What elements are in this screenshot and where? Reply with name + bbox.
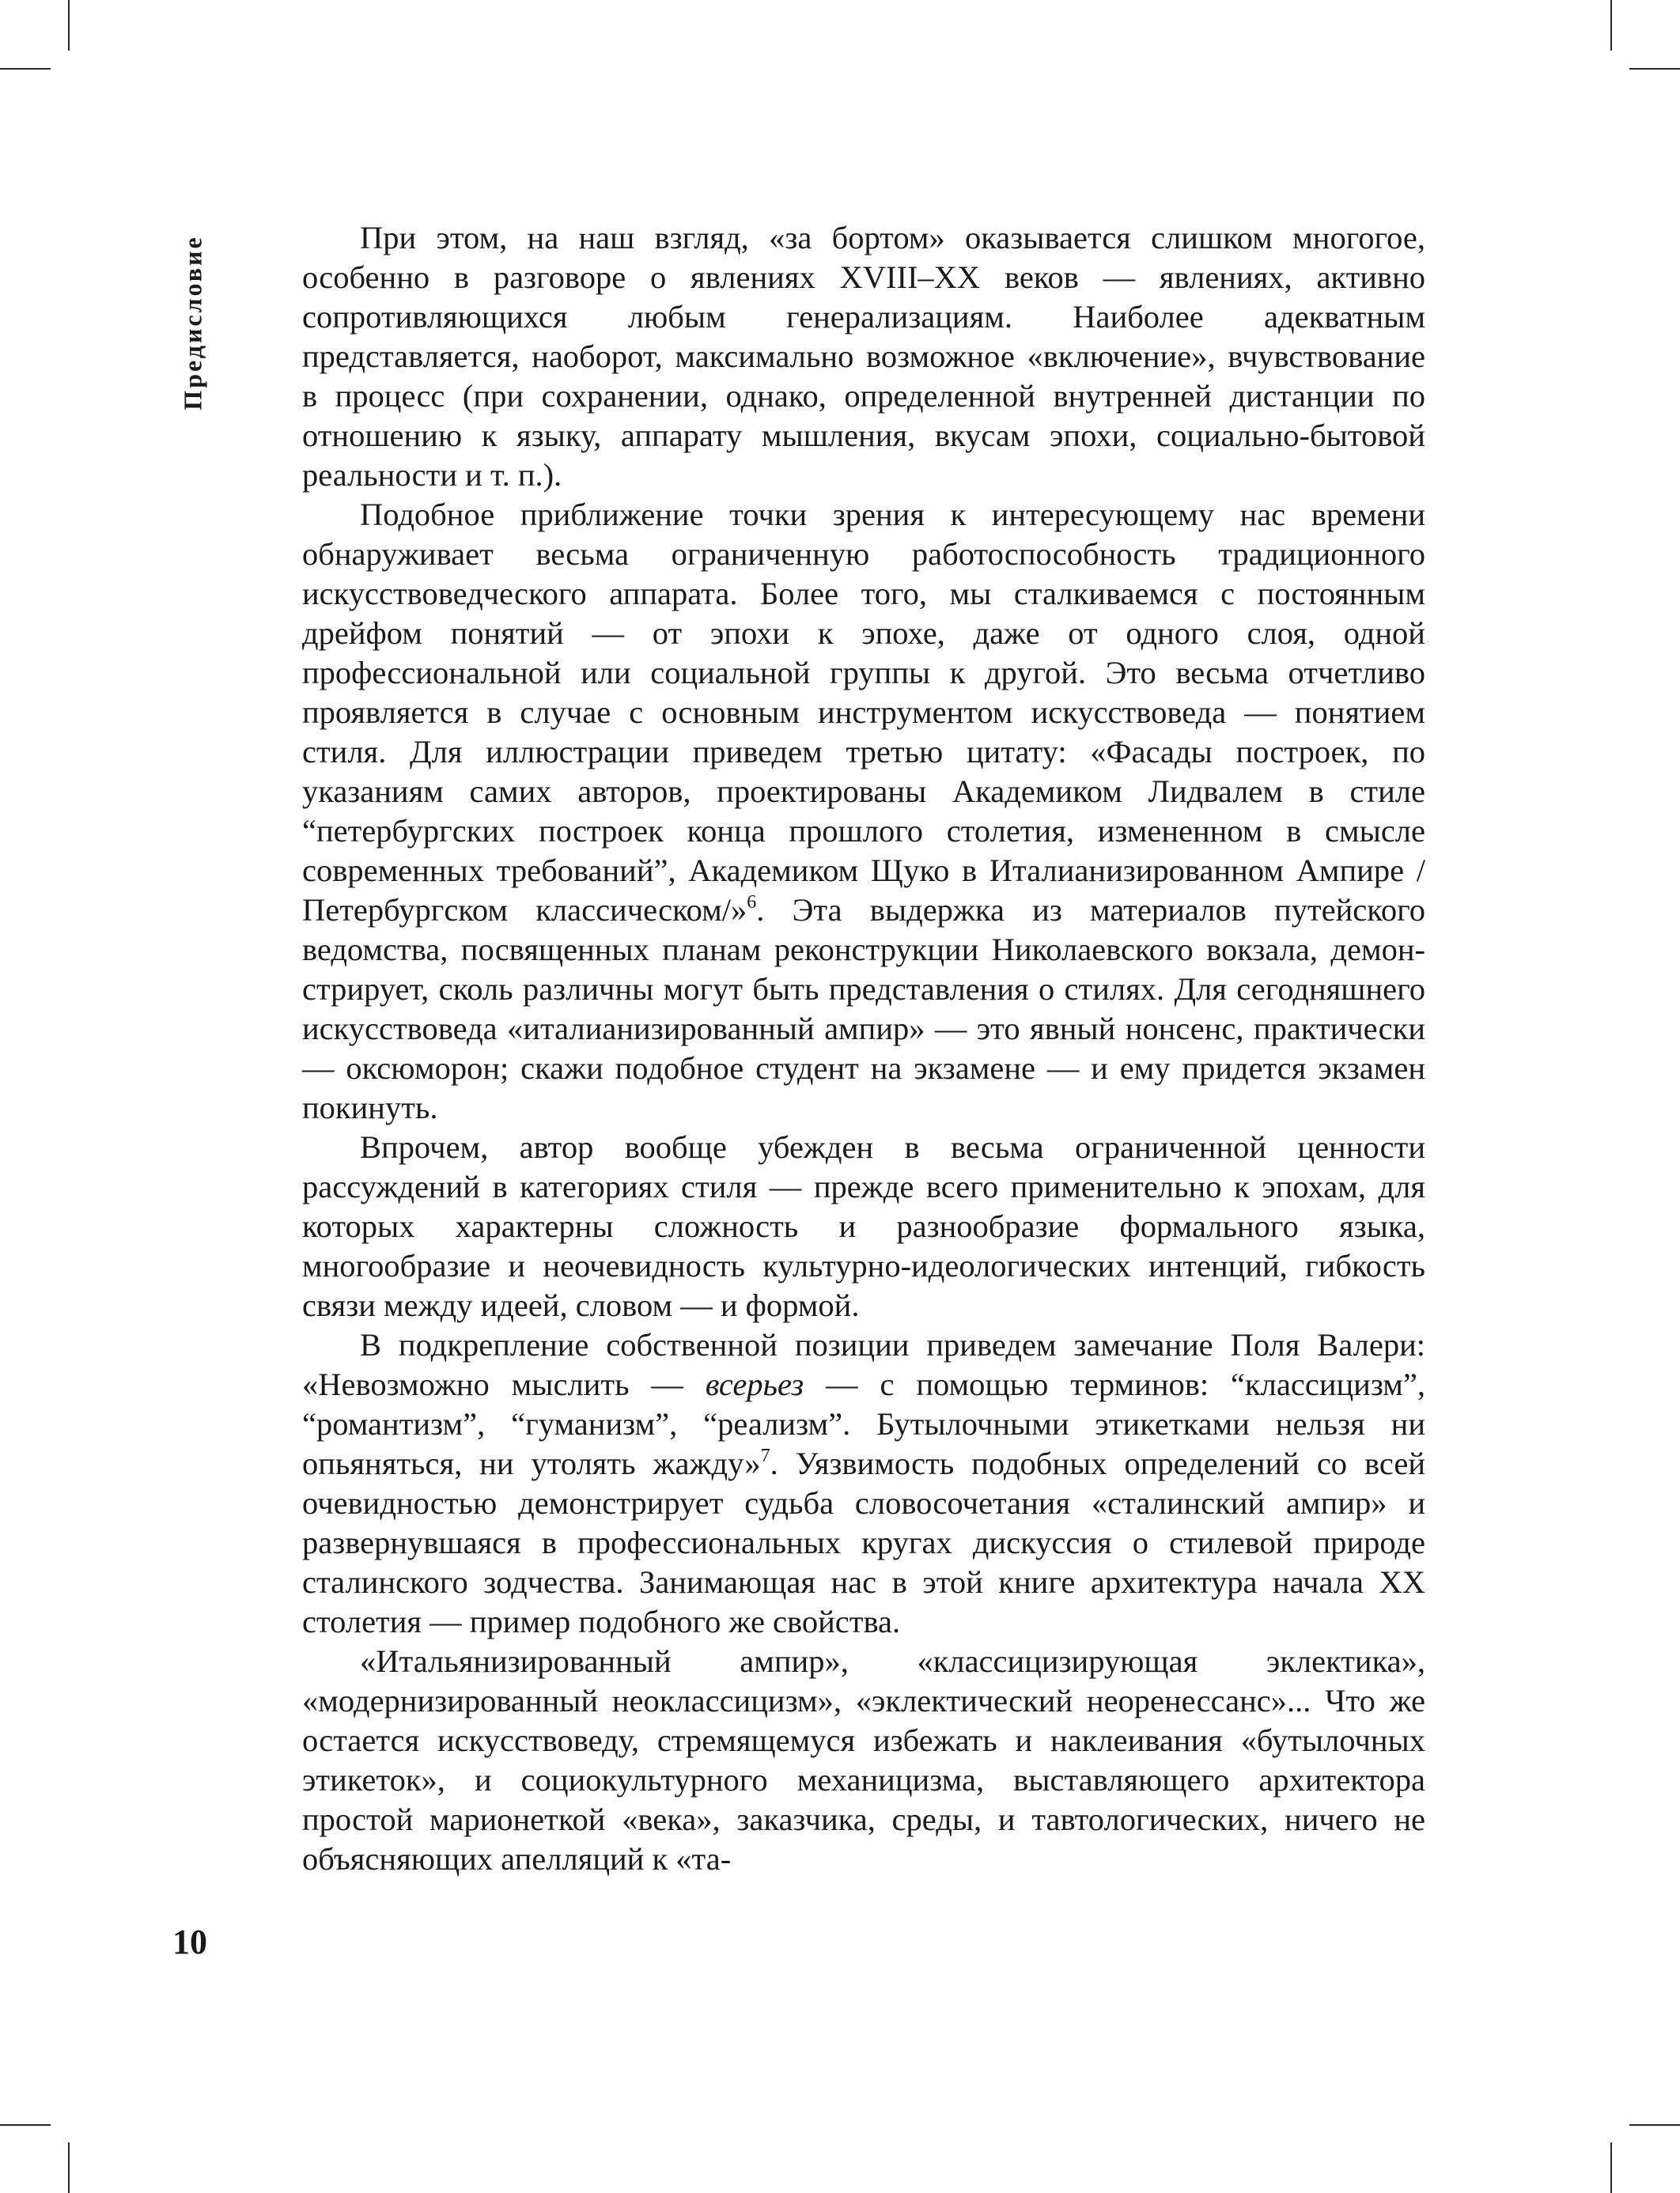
page-number: 10: [172, 1923, 207, 1961]
paragraph-4-emphasis: всерьез: [705, 1367, 804, 1402]
body-text: [302, 218, 1425, 1879]
paragraph-1: При этом, на наш взгляд, «за бортом» оказывается слишком многогое, особенно в разговоре о явлениях XVIII–XX веков — явлениях, активно сопротивляющихся любым генерализациям. Наиболее адекватным представляется, наоборот, максимально возможное «включение», вчувствование в процесс (при сохранении, однако, определенной внутренней дистанции по отношению к языку, аппарату мышления, вкусам эпохи, социально-бытовой реальности и т. п.).: [302, 220, 1425, 493]
paragraph-2-text-b: . Эта выдержка из материалов путейского ведомства, посвященных планам реконструкции Николаевского вокзала, демонстрирует, сколь различны могут быть представления о стилях. Для сегодняшнего искусствоведа «италианизированный ампир» — это явный нонсенс, практически — оксюморон; скажи подобное студент на экзамене — и ему придется экзамен покинуть.: [302, 892, 1426, 1125]
paragraph-2: [302, 495, 1425, 1128]
crop-mark-top-right-h: [1629, 68, 1680, 70]
paragraph-4: [302, 1325, 1425, 1642]
paragraph-4-text-c: . Уязвимость подобных определений со всей очевидностью демонстрирует судьба словосочетания «сталинский ампир» и развернувшаяся в профессиональных кругах дискуссия о стилевой природе сталинского зодчества. Занимающая нас в этой книге архитектура начала XX столетия — пример подобного же свойства.: [302, 1446, 1426, 1639]
crop-mark-bottom-left-h: [0, 2124, 51, 2126]
paragraph-4-text-a: В подкрепление собственной позиции приведем замечание Поля Валери: «Невозможно мыслить —: [302, 1327, 1425, 1402]
running-head: [177, 228, 209, 418]
crop-mark-top-right: [1610, 0, 1612, 51]
paragraph-2-text-a: Подобное приближение точки зрения к интересующему нас времени обнаруживает весьма ограниченную работоспособность традиционного искусствоведческого аппарата. Более того, мы сталкиваемся с постоянным дрейфом понятий — от эпохи к эпохе, даже от одного слоя, одной профессиональной или социальной группы к другой. Это весьма отчетливо проявляется в случае с основным инструментом искусствоведа — понятием стиля. Для иллюстрации приведем третью цитату: «Фасады построек, по указаниям самих авторов, проектированы Академиком Лидвалем в стиле “петербургских построек конца прошлого столетия, измененном в смысле современных требований”, Академиком Щуко в Италианизированном Ампире /Петербургском классическом/»: [302, 497, 1425, 928]
crop-mark-bottom-right-h: [1629, 2124, 1680, 2126]
footnote-ref-6: 6: [747, 892, 757, 913]
running-head-text: Предисловие: [178, 235, 207, 410]
crop-mark-bottom-right: [1610, 2142, 1612, 2193]
crop-mark-top-left: [68, 0, 70, 51]
crop-mark-bottom-left: [68, 2142, 70, 2193]
footnote-ref-7: 7: [760, 1446, 770, 1466]
paragraph-5: «Итальянизированный ампир», «классицизирующая эклектика», «модернизированный неоклассицизм», «эклектический неоренессанс»... Что же остается искусствоведу, стремящемуся избежать и наклеивания «бутылочных этикеток», и социокультурного механицизма, выставляющего архитектора простой марионеткой «века», заказчика, среды, и тавтологических, ничего не объясняющих апелляций к «та-: [302, 1643, 1425, 1877]
crop-mark-top-left-h: [0, 68, 51, 70]
paragraph-4-text-b: — с помощью терминов: “классицизм”, “романтизм”, “гуманизм”, “реализм”. Бутылочными этикетками нельзя ни опьяняться, ни утолять жажду»: [302, 1367, 1425, 1481]
paragraph-3: Впрочем, автор вообще убежден в весьма ограниченной ценности рассуждений в категориях стиля — прежде всего применительно к эпохам, для которых характерны сложность и разнообразие формального языка, многообразие и неочевидность культурно-идеологических интенций, гибкость связи между идеей, словом — и формой.: [302, 1129, 1425, 1323]
